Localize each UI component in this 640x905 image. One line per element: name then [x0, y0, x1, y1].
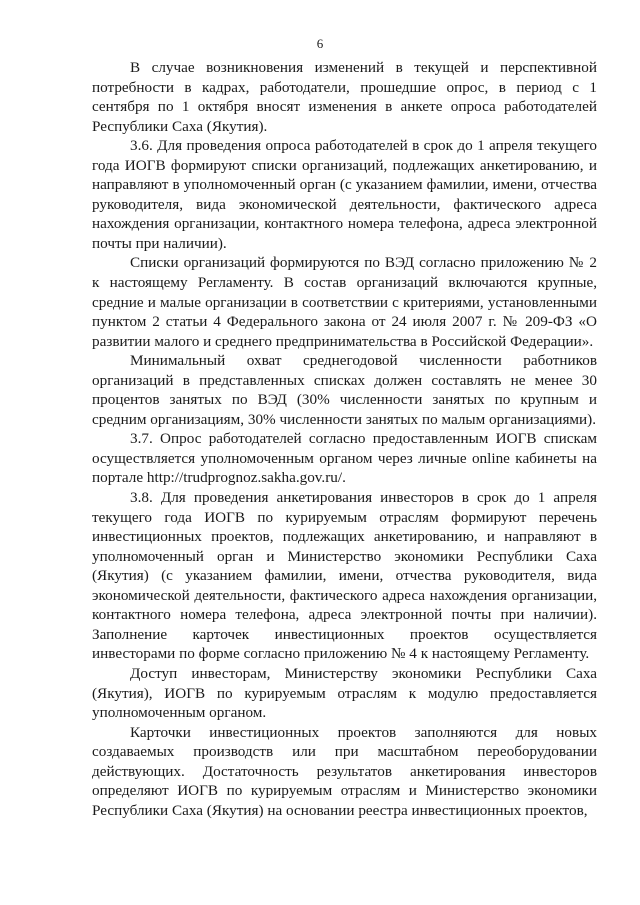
page-number: 6 — [316, 36, 324, 51]
paragraph-organization-lists-by-activity: Списки организаций формируются по ВЭД согласно приложению № 2 к настоящему Регламенту. В состав организаций включаются крупные, средние и малые организации в соответствии с критериями, установленными пунктом 2 статьи 4 Федерального закона от 24 июля 2007 г. № 209-ФЗ «О развитии малого и среднего предпринимательства в Российской Федерации». — [92, 254, 597, 350]
paragraph-investment-project-cards: Карточки инвестиционных проектов заполняются для новых создаваемых производств или при масштабном переоборудовании действующих. Достаточность результатов анкетирования инвесторов определяют ИОГВ по курируемым отраслям и Министерство экономики Республики Саха (Якутия) на основании реестра инвестиционных проектов, — [92, 723, 597, 819]
paragraph-3-7-online-survey: 3.7. Опрос работодателей согласно предоставленным ИОГВ спискам осуществляется уполномоченным органом через личные online кабинеты на портале http://trudprognoz.sakha.gov.ru/. — [92, 430, 597, 487]
paragraph-minimum-coverage: Минимальный охват среднегодовой численности работников организаций в представленных списках должен составлять не менее 30 процентов занятых по ВЭД (30% численности занятых по крупным и средним организациям, 30% численности занятых по малым организациями). — [92, 352, 597, 428]
paragraph-changes-in-staffing-needs: В случае возникновения изменений в текущей и перспективной потребности в кадрах, работодатели, прошедшие опрос, в период с 1 сентября по 1 октября вносят изменения в анкете опроса работодателей Республики Саха (Якутия). — [92, 59, 597, 135]
paragraph-3-8-investor-survey: 3.8. Для проведения анкетирования инвесторов в срок до 1 апреля текущего года ИОГВ по курируемым отраслям формируют перечень инвестиционных проектов, подлежащих анкетированию, и направляют в уполномоченный орган и Министерство экономики Республики Саха (Якутия) (с указанием фамилии, имени, отчества руководителя, вида экономической деятельности, фактического адреса нахождения организации, контактного номера телефона, адреса электронной почты при наличии). Заполнение карточек инвестиционных проектов осуществляется инвесторами по форме согласно приложению № 4 к настоящему Регламенту. — [92, 489, 597, 663]
paragraph-3-6-employer-survey-lists: 3.6. Для проведения опроса работодателей в срок до 1 апреля текущего года ИОГВ формируют списки организаций, подлежащих анкетированию, и направляют в уполномоченный орган (с указанием фамилии, имени, отчества руководителя, вида экономической деятельности, фактического адреса нахождения организации, контактного номера телефона, адреса электронной почты при наличии). — [92, 137, 597, 252]
paragraph-module-access: Доступ инвесторам, Министерству экономики Республики Саха (Якутия), ИОГВ по курируемым отраслям к модулю предоставляется уполномоченным органом. — [92, 664, 597, 722]
document-body — [92, 58, 597, 820]
